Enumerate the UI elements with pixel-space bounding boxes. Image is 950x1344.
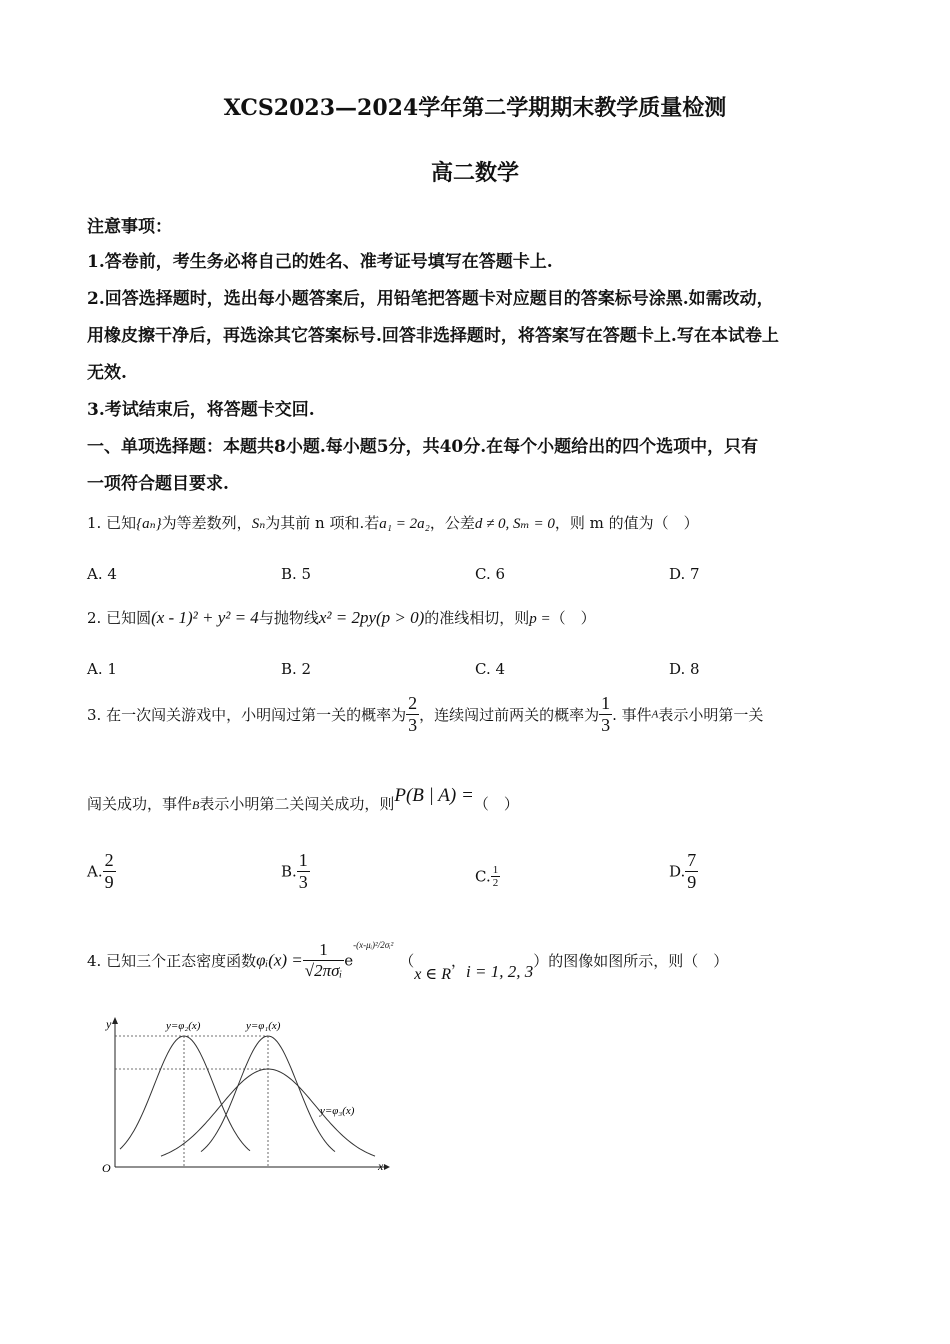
q2-option-c: C. 4 bbox=[475, 660, 506, 678]
q3-event-a: A bbox=[651, 708, 659, 721]
subject-title: 高二数学 bbox=[430, 160, 519, 186]
label-phi3: y=φ₃(x) bbox=[320, 1105, 355, 1117]
y-axis-label: y bbox=[106, 1017, 112, 1031]
label-phi2: y=φ₂(x) bbox=[166, 1020, 201, 1032]
question-3-line-1 bbox=[87, 693, 763, 736]
q4-domain: x ∈ R bbox=[414, 965, 452, 983]
question-4 bbox=[87, 940, 728, 981]
notice-heading: 注意事项： bbox=[87, 217, 172, 237]
q3-text-1: ，连续闯过前两关的概率为 bbox=[419, 706, 600, 724]
notice-item-2-line-3: 无效. bbox=[87, 363, 127, 383]
q4-text-2: ）的图像如图所示，则（ ） bbox=[533, 952, 729, 970]
exam-title: XCS2023—2024学年第二学期期末教学质量检测 bbox=[223, 95, 727, 121]
q3-event-b: B bbox=[192, 798, 200, 812]
question-2 bbox=[87, 607, 596, 628]
q1-text-3: ，公差 bbox=[429, 514, 475, 532]
label-phi1: y=φ₁(x) bbox=[246, 1020, 281, 1032]
q3-text-2: . 事件 bbox=[612, 706, 652, 724]
q1-condition-2: d ≠ 0, Sₘ = 0 bbox=[474, 516, 555, 532]
q1-option-c: C. 6 bbox=[475, 565, 506, 583]
q1-sn: Sₙ bbox=[251, 516, 266, 532]
notice-item-3: 3.考试结束后，将答题卡交回. bbox=[87, 400, 315, 420]
q4-prefix: 4. 已知三个正态密度函数 bbox=[87, 952, 257, 970]
origin-label: O bbox=[102, 1161, 111, 1175]
q2-option-a: A. 1 bbox=[87, 660, 117, 678]
q4-density-fraction: $\frac{1}{\text{√2πσᵢ}}$ bbox=[304, 940, 343, 980]
normal-density-figure bbox=[96, 1012, 396, 1177]
q4-e: e bbox=[344, 951, 354, 970]
q3-option-a: A. $\frac{2}{9}$ bbox=[87, 850, 114, 892]
x-axis-arrow bbox=[384, 1164, 390, 1170]
q1-text-2: 为其前 n 项和.若 bbox=[265, 514, 380, 532]
notice-item-2-line-2: 用橡皮擦干净后，再选涂其它答案标号.回答非选择题时，将答案写在答题卡上.写在本试卷上 bbox=[87, 326, 779, 346]
q1-option-b: B. 5 bbox=[281, 565, 312, 583]
x-axis-label: x bbox=[378, 1159, 384, 1173]
q1-option-d: D. 7 bbox=[669, 565, 700, 583]
q4-phi: φᵢ(x) = bbox=[256, 950, 303, 970]
section-1-line-2: 一项符合题目要求. bbox=[87, 474, 229, 494]
q1-text-4: ，则 m 的值为（ ） bbox=[554, 514, 699, 532]
q1-option-a: A. 4 bbox=[87, 565, 117, 583]
notice-item-1: 1.答卷前，考生务必将自己的姓名、准考证号填写在答题卡上. bbox=[87, 252, 553, 272]
q3-text-3: 表示小明第一关 bbox=[658, 706, 764, 724]
q1-sequence: {aₙ} bbox=[136, 516, 162, 532]
q3-option-c: C. $\frac{1}{2}$ bbox=[475, 864, 499, 889]
q3-fraction-1-3: $\frac{1}{3}$ bbox=[601, 693, 611, 735]
q2-p: p = bbox=[529, 611, 551, 627]
q2-circle-equation: (x - 1)² + y² = 4 bbox=[151, 608, 259, 627]
q2-text-2: 的准线相切，则 bbox=[424, 609, 530, 627]
q4-comma: ， bbox=[451, 952, 467, 970]
q4-index: i = 1, 2, 3 bbox=[466, 961, 534, 981]
q1-condition: a₁ = 2a₂ bbox=[379, 516, 430, 532]
y-axis-arrow bbox=[112, 1017, 118, 1024]
q2-text-1: 与抛物线 bbox=[258, 609, 319, 627]
q3-option-b: B. $\frac{1}{3}$ bbox=[281, 850, 308, 892]
q2-text-3: （ ） bbox=[550, 609, 596, 627]
section-1-line-1: 一、单项选择题：本题共8小题.每小题5分，共40分.在每个小题给出的四个选项中，只有 bbox=[87, 437, 759, 457]
question-3-line-2 bbox=[87, 785, 519, 815]
q2-prefix: 2. 已知圆 bbox=[87, 609, 152, 627]
q3-conditional-prob: P(B | A) = bbox=[394, 785, 474, 806]
q1-text-1: 为等差数列， bbox=[161, 514, 252, 532]
question-1 bbox=[87, 512, 699, 533]
notice-item-2-line-1: 2.回答选择题时，选出每小题答案后，用铅笔把答题卡对应题目的答案标号涂黑.如需改动， bbox=[87, 289, 774, 309]
q2-option-b: B. 2 bbox=[281, 660, 312, 678]
q1-prefix: 1. 已知 bbox=[87, 514, 137, 532]
q3-line2-text-2: 表示小明第二关闯关成功，则 bbox=[199, 795, 395, 813]
q2-option-d: D. 8 bbox=[669, 660, 700, 678]
q3-prefix: 3. 在一次闯关游戏中，小明闯过第一关的概率为 bbox=[87, 706, 407, 724]
q3-option-d: D. $\frac{7}{9}$ bbox=[669, 850, 697, 892]
q4-paren-open: （ bbox=[399, 952, 415, 970]
q2-parabola-equation: x² = 2py(p > 0) bbox=[318, 608, 425, 627]
q4-exponent: -(x-μᵢ)²/2σᵢ² bbox=[353, 940, 394, 950]
q3-text-4: （ ） bbox=[473, 795, 519, 813]
q3-line2-text-1: 闯关成功，事件 bbox=[87, 795, 193, 813]
q3-fraction-2-3: $\frac{2}{3}$ bbox=[408, 693, 418, 735]
